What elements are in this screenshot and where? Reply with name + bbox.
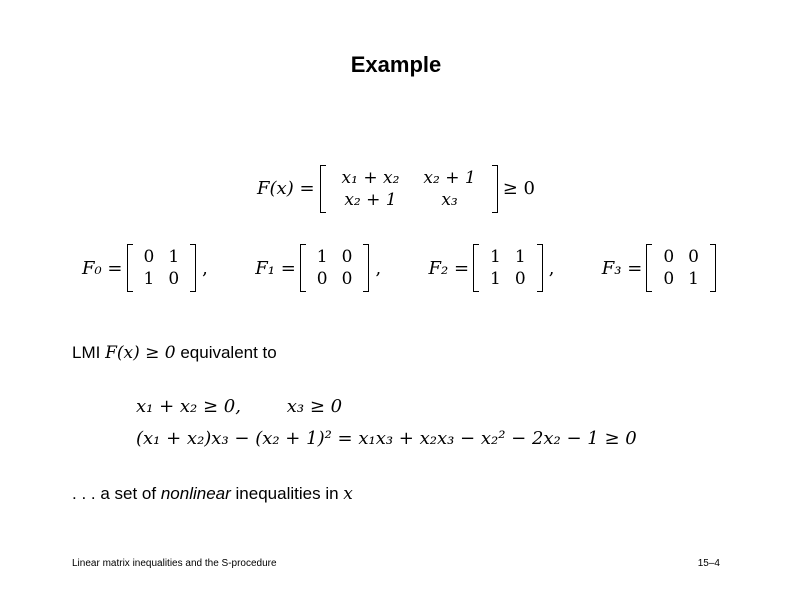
f0-matrix [127,244,197,292]
f-matrices-row [82,244,722,292]
f3-label: F₃ = [601,257,643,279]
f1-separator: , [375,257,382,279]
f2-definition [429,244,555,292]
f1-cell: 0 [341,269,353,289]
f1-matrix [300,244,370,292]
f0-separator: , [202,257,208,279]
fx-rhs: ≥ 0 [502,177,535,199]
f2-cell: 1 [490,269,501,289]
f2-matrix [473,244,543,292]
f2-label: F₂ = [428,257,470,279]
inequality-nonlinear: (x₁ + x₂)x₃ − (x₂ + 1)² = x₁x₃ + x₂x₃ − x₂² − 2x₂ − 1 ≥ 0 [136,428,637,449]
closing-prefix: . . . a set of [72,484,157,503]
lmi-prefix: LMI [72,343,101,362]
f3-cell: 0 [688,247,699,267]
f3-cell: 1 [688,269,699,289]
f2-separator: , [548,257,555,279]
fx-definition [0,165,792,213]
f1-cell: 0 [316,269,328,289]
fx-cell-21: x₂ + 1 [344,190,397,210]
fx-cell-12: x₂ + 1 [423,168,476,188]
f0-label: F₀ = [82,257,123,279]
f0-cell: 1 [143,269,155,289]
f3-definition [602,244,722,292]
fx-matrix [320,165,498,213]
fx-cell-11: x₁ + x₂ [341,168,400,188]
f2-cell: 1 [490,247,501,267]
closing-variable: x [343,484,353,504]
f3-matrix [646,244,716,292]
footer-page-number: 15–4 [697,558,720,569]
f0-cell: 1 [168,247,180,267]
fx-cell-22: x₃ [441,190,458,210]
f0-cell: 0 [143,247,155,267]
fx-lhs: F(x) = [257,177,315,199]
closing-statement [72,484,353,504]
inequality-linear: x₁ + x₂ ≥ 0, x₃ ≥ 0 [136,396,343,417]
slide-title: Example [350,52,442,77]
f0-definition [82,244,208,292]
closing-suffix: inequalities in [235,484,339,503]
f3-cell: 0 [663,247,675,267]
f3-cell: 0 [663,269,675,289]
closing-emphasis: nonlinear [160,484,231,503]
f2-cell: 1 [514,247,526,267]
f1-definition [255,244,381,292]
f1-label: F₁ = [255,257,296,279]
lmi-math: F(x) ≥ 0 [105,343,176,363]
lmi-statement [72,343,277,363]
footer-section-title: Linear matrix inequalities and the S-procedure [72,558,277,569]
f2-cell: 0 [514,269,526,289]
f1-cell: 1 [316,247,328,267]
f0-cell: 0 [168,269,180,289]
lmi-suffix: equivalent to [180,343,277,362]
f1-cell: 0 [341,247,353,267]
